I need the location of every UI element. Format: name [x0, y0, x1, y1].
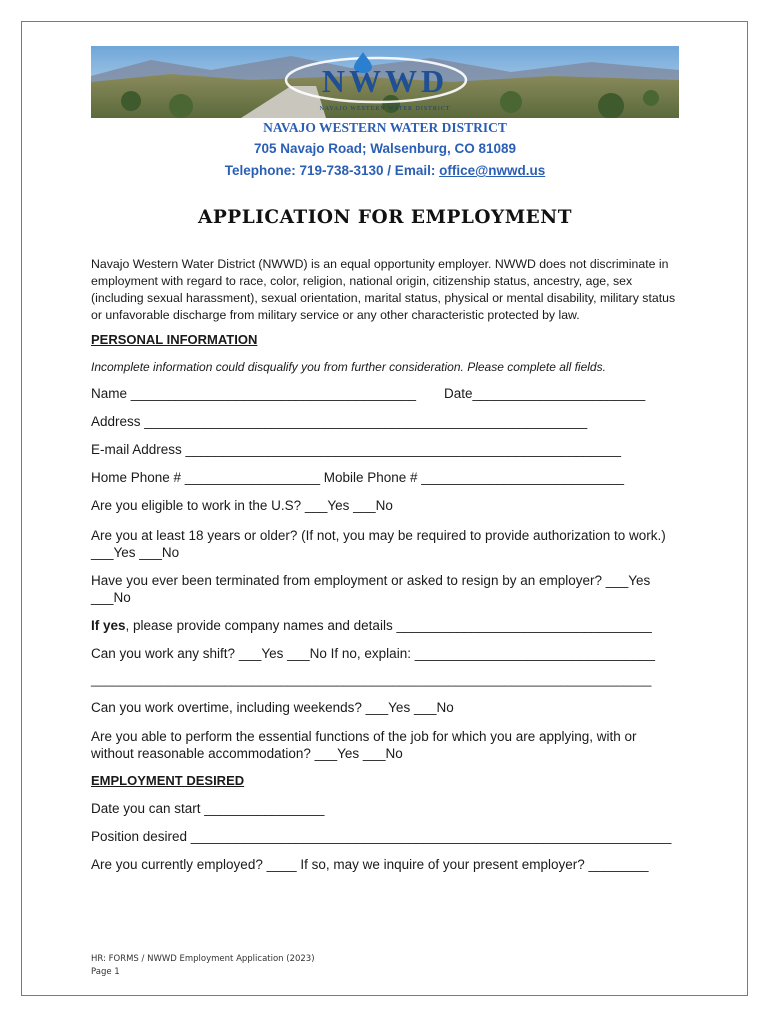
- intro-paragraph: Navajo Western Water District (NWWD) is an equal opportunity employer. NWWD does not discriminate in employment with regard to race, color, religion, national origin, citizenship status, ancestry, age, sex (including sexual harassment), sexual orientation, marital status, physical or mental disability, military status or unfavorable discharge from military service or any other characteristic protected by law.: [91, 257, 676, 322]
- footer-page-number: Page 1: [91, 967, 120, 977]
- explain-blank-line[interactable]: ________________________________________________________________________________: [91, 673, 652, 687]
- header-banner-image: [91, 46, 679, 118]
- if-yes-label: If yes: [91, 618, 126, 633]
- footer-form-id: HR: FORMS / NWWD Employment Application (2023): [91, 954, 315, 964]
- date-field[interactable]: Date_______________________: [444, 386, 646, 401]
- personal-info-heading: PERSONAL INFORMATION: [91, 332, 258, 347]
- eligible-question[interactable]: Are you eligible to work in the U.S? ___Yes ___No: [91, 498, 393, 513]
- phone-fields[interactable]: Home Phone # __________________ Mobile Phone # ___________________________: [91, 470, 624, 485]
- telephone-text: Telephone: 719-738-3130 / Email:: [224, 163, 440, 178]
- org-name: NAVAJO WESTERN WATER DISTRICT: [263, 120, 507, 135]
- employment-desired-heading: EMPLOYMENT DESIRED: [91, 773, 245, 788]
- address-field[interactable]: Address ___________________________________________________________: [91, 414, 588, 429]
- name-field[interactable]: Name ______________________________________: [91, 386, 417, 401]
- start-date-field[interactable]: Date you can start ________________: [91, 801, 325, 816]
- if-yes-details-field[interactable]: [91, 618, 652, 633]
- logo-text: NWWD: [321, 63, 449, 99]
- personal-info-note: Incomplete information could disqualify you from further consideration. Please complete all fields.: [91, 360, 606, 374]
- if-yes-rest: , please provide company names and details __________________________________: [125, 618, 652, 633]
- email-address-field[interactable]: E-mail Address __________________________________________________________: [91, 442, 622, 457]
- shift-question[interactable]: Can you work any shift? ___Yes ___No If no, explain: ________________________________: [91, 646, 655, 661]
- org-contact: [0, 163, 770, 178]
- currently-employed-question[interactable]: Are you currently employed? ____ If so, may we inquire of your present employer? ________: [91, 857, 649, 872]
- position-desired-field[interactable]: Position desired ________________________________________________________________: [91, 829, 672, 844]
- page-title: APPLICATION FOR EMPLOYMENT: [198, 207, 572, 228]
- perform-question[interactable]: Are you able to perform the essential functions of the job for which you are applying, with or without reasonable accommodation? ___Yes ___No: [91, 729, 637, 761]
- logo-subtext: NAVAJO WESTERN WATER DISTRICT: [319, 106, 451, 112]
- email-link[interactable]: office@nwwd.us: [439, 163, 546, 178]
- terminated-question[interactable]: Have you ever been terminated from employment or asked to resign by an employer? ___Yes ___No: [91, 573, 651, 605]
- org-address: 705 Navajo Road; Walsenburg, CO 81089: [253, 141, 517, 156]
- age-question[interactable]: Are you at least 18 years or older? (If not, you may be required to provide authorization to work.) ___Yes ___No: [91, 528, 666, 560]
- overtime-question[interactable]: Can you work overtime, including weekends? ___Yes ___No: [91, 700, 454, 715]
